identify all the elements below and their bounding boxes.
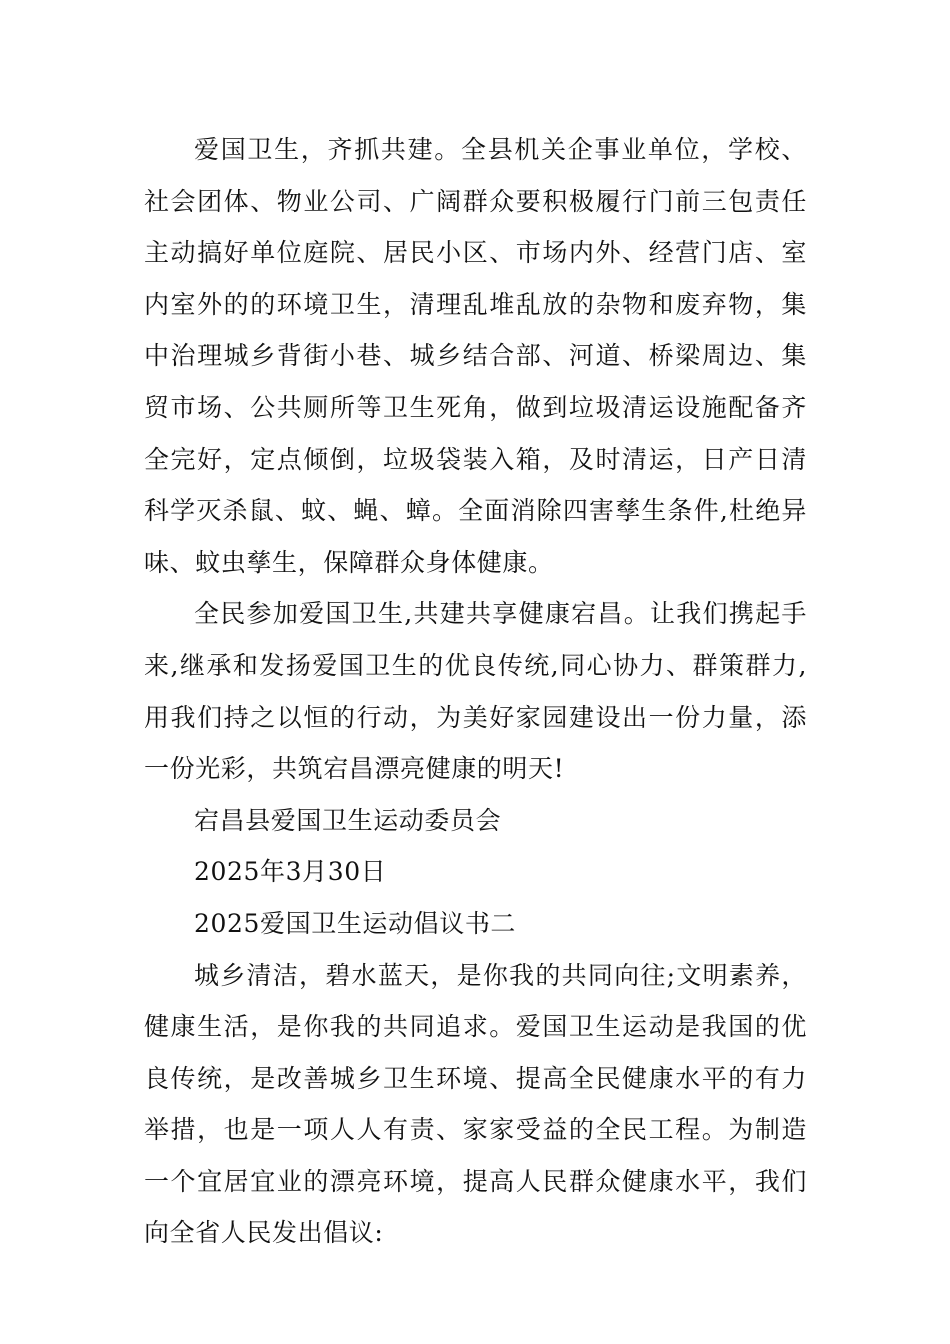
paragraph-introduction: 城乡清洁，碧水蓝天，是你我的共同向往;文明素养，健康生活，是你我的共同追求。爱国卫生运动是我国的优良传统，是改善城乡卫生环境、提高全民健康水平的有力举措，也是一项人人有责、家家受益的全民工程。为制造一个宜居宜业的漂亮环境，提高人民群众健康水平，我们向全省人民发出倡议: [144, 960, 807, 1248]
paragraph-call-to-action: 全民参加爱国卫生,共建共享健康宕昌。让我们携起手来,继承和发扬爱国卫生的优良传统,同心协力、群策群力,用我们持之以恒的行动，为美好家园建设出一份力量，添一份光彩，共筑宕昌漂亮健康的明天! [144, 599, 807, 784]
section-title: 2025爱国卫生运动倡议书二 [194, 908, 517, 938]
signature-committee: 宕昌县爱国卫生运动委员会 [194, 805, 502, 835]
paragraph-joint-sanitation: 爱国卫生，齐抓共建。全县机关企事业单位，学校、社会团体、物业公司、广阔群众要积极履行门前三包责任主动搞好单位庭院、居民小区、市场内外、经营门店、室内室外的的环境卫生，清理乱堆乱放的杂物和废弃物，集中治理城乡背街小巷、城乡结合部、河道、桥梁周边、集贸市场、公共厕所等卫生死角，做到垃圾清运设施配备齐全完好，定点倾倒，垃圾袋装入箱，及时清运，日产日清科学灭杀鼠、蚊、蝇、蟑。全面消除四害孳生条件,杜绝异味、蚊虫孳生，保障群众身体健康。 [144, 135, 807, 577]
signature-date: 2025年3月30日 [194, 857, 387, 887]
document-body [144, 124, 807, 1259]
